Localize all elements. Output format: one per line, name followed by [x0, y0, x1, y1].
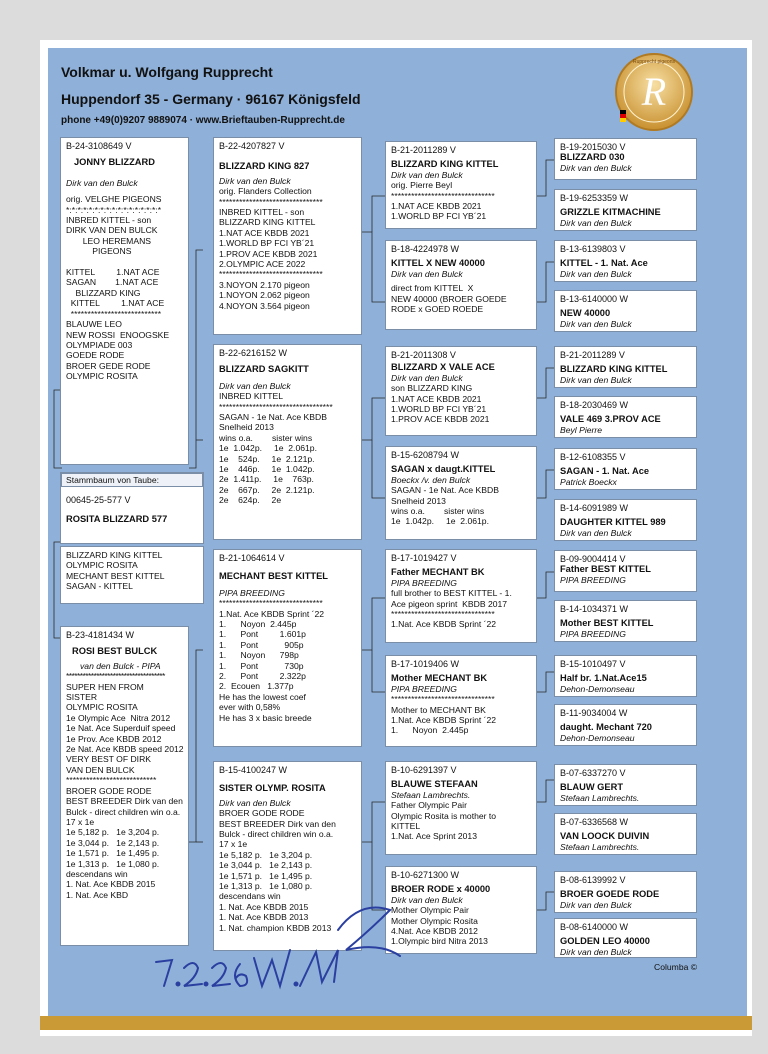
breeder-name-label: PIPA BREEDING [391, 577, 457, 588]
ring-number: B-22-4207827 V [219, 141, 285, 151]
gen4-card-8 [554, 499, 697, 541]
breeder-name-label: Dirk van den Bulck [560, 268, 632, 279]
pigeon-name: BLAUWE STEFAAN [391, 779, 478, 790]
ring-number: B-12-6108355 V [560, 452, 626, 462]
ring-number: B-15-4100247 W [219, 765, 288, 775]
pigeon-name: MECHANT BEST KITTEL [219, 571, 328, 582]
pigeon-name: Mother MECHANT BK [391, 673, 488, 684]
ring-number: B-07-6336568 W [560, 817, 629, 827]
pigeon-name: SAGAN - 1. Nat. Ace [560, 466, 650, 477]
pigeon-notes: Mother Olympic Pair Mother Olympic Rosita 4.Nat. Ace KBDB 2012 1.Olympic bird Nitra 2013 [391, 905, 488, 947]
pigeon-notes: full brother to BEST KITTEL - 1. Ace pigeon sprint KBDB 2017 ******************************* 1.Nat. Ace KBDB Sprint ´22 [391, 588, 512, 630]
ring-number: B-11-9034004 W [560, 708, 628, 718]
pigeon-name: BLIZZARD X VALE ACE [391, 362, 495, 373]
breeder-name-label: Dirk van den Bulck [391, 169, 463, 180]
ring-number: B-19-2015030 V [560, 142, 626, 152]
breeder-name-label: Dirk van den Bulck [219, 380, 291, 391]
ring-number: B-15-6208794 W [391, 450, 460, 460]
pigeon-name: BLIZZARD KING 827 [219, 161, 310, 172]
ring-number: B-17-1019406 W [391, 659, 460, 669]
granddam-paternal-card [213, 344, 362, 540]
ring-number: B-14-6091989 W [560, 503, 629, 513]
breeder-name-label: Dirk van den Bulck [560, 217, 632, 228]
breeder-name-label: Stefaan Lambrechts. [391, 789, 471, 800]
breeder-contact: phone +49(0)9207 9889074 · www.Brieftauben-Rupprecht.de [61, 115, 345, 126]
ring-number: B-23-4181434 W [66, 630, 135, 640]
breeder-name-label: PIPA BREEDING [219, 587, 285, 598]
breeder-name-label: Dirk van den Bulck [391, 894, 463, 905]
pigeon-name: SAGAN x daugt.KITTEL [391, 464, 496, 475]
gen3-card-1 [385, 141, 537, 229]
logo-text: Rupprecht pigeons [633, 59, 675, 65]
ring-number: B-13-6139803 V [560, 244, 626, 254]
pigeon-name: VALE 469 3.PROV ACE [560, 414, 661, 425]
ring-number: B-22-6216152 W [219, 348, 288, 358]
ring-number: B-18-4224978 W [391, 244, 460, 254]
pigeon-name: BLAUW GERT [560, 782, 624, 793]
breeder-name-label: Boeckx /v. den Bulck [391, 474, 471, 485]
ring-number: B-19-6253359 W [560, 193, 629, 203]
pigeon-notes: orig. Pierre Beyl ******************************* 1.NAT ACE KBDB 2021 1.WORLD BP FCI YB´21 [391, 180, 495, 222]
pigeon-notes: orig. VELGHE PIGEONS *:*:*:*:*:*:*:*:*:*:*:*:*:*:*:*:* INBRED KITTEL - son DIRK VAN DEN BULCK LEO HEREMANS PIGEONS KITTEL 1.NAT ACE SAGAN 1.NAT ACE BLIZZARD KING KITTEL 1.NAT ACE *************************** BLAUWE LEO NEW ROSSI ENOOGSKE OLYMPIADE 003 GOEDE RODE BROER GEDE RODE OLYMPIC ROSITA [66, 194, 170, 382]
ring-number: B-10-6271300 W [391, 870, 460, 880]
gen4-card-13 [554, 764, 697, 806]
ring-number: B-24-3108649 V [66, 141, 132, 151]
breeder-name-label: Patrick Boeckx [560, 476, 617, 487]
breeder-address: Huppendorf 35 - Germany · 96167 Königsfeld [61, 91, 361, 107]
gen4-card-3 [554, 240, 697, 282]
pigeon-notes: SUPER HEN FROM SISTER OLYMPIC ROSITA 1e Olympic Ace Nitra 2012 1e Nat. Ace Superduif speed 1e Prov. Ace KBDB 2012 2e Nat. Ace KBDB speed 2012 VERY BEST OF DIRK VAN DEN BULCK *************************** BROER GODE RODE BEST BREEDER Dirk van den Bulck - direct children win o.a. 17 x 1e 1e 5,182 p. 1e 3,204 p. 1e 3,044 p. 1e 2,143 p. 1e 1,571 p. 1e 1,495 p. 1e 1,313 p. 1e 1,080 p. descendans win 1. Nat. Ace KBDB 2015 1. Nat. Ace KBD [66, 681, 184, 900]
pigeon-notes: BROER GODE RODE BEST BREEDER Dirk van den Bulck - direct children win o.a. 17 x 1e 1e 5,182 p. 1e 3,204 p. 1e 3,044 p. 1e 2,143 p. 1e 1,571 p. 1e 1,495 p. 1e 1,313 p. 1e 1,080 p. descendans win 1. Nat. Ace KBDB 2015 1. Nat. Ace KBDB 2013 1. Nat. champion KBDB 2013 [219, 808, 336, 933]
breeder-name-label: Dirk van den Bulck [219, 797, 291, 808]
breeder-name-label: Dirk van den Bulck [560, 162, 632, 173]
pigeon-name: NEW 40000 [560, 308, 611, 319]
grandsire-maternal-card [213, 549, 362, 747]
ring-number: B-09-9004414 V [560, 554, 626, 564]
subject-summary [60, 546, 204, 604]
gen3-card-4 [385, 446, 537, 540]
ring-number: B-21-2011289 V [560, 350, 625, 360]
ring-number: B-18-2030469 W [560, 400, 629, 410]
ring-number: B-08-6139992 V [560, 875, 626, 885]
grandsire-paternal-card [213, 137, 362, 335]
gen4-card-9 [554, 550, 697, 592]
breeder-name: Volkmar u. Wolfgang Rupprecht [61, 64, 273, 80]
pigeon-name: GRIZZLE KITMACHINE [560, 207, 661, 218]
pigeon-name: BLIZZARD SAGKITT [219, 364, 309, 375]
gen4-card-1 [554, 138, 697, 180]
pigeon-name: BROER RODE x 40000 [391, 884, 491, 895]
sire-card [60, 137, 189, 465]
breeder-name-label: van den Bulck - PIPA [80, 660, 161, 671]
pigeon-name: Father BEST KITTEL [560, 564, 651, 575]
gen4-card-10 [554, 600, 697, 642]
pigeon-notes: INBRED KITTEL ********************************** SAGAN - 1e Nat. Ace KBDB Snelheid 2013 wins o.a. sister wins 1e 1.042p. 1e 2.061p. 1e 524p. 1e 2.121p. 1e 446p. 1e 1.042p. 2e 1.411p. 1e 763p. 2e 667p. 2e 2.121p. 2e 624p. 2e [219, 391, 333, 506]
columba-credit: Columba © [654, 962, 698, 972]
gen4-card-6 [554, 396, 697, 438]
breeder-name-label: Dirk van den Bulck [560, 527, 632, 538]
logo-letter: R [641, 69, 667, 114]
subject-card [60, 472, 204, 544]
pigeon-notes: Father Olympic Pair Olympic Rosita is mother to KITTEL 1.Nat. Ace Sprint 2013 [391, 800, 497, 842]
pigeon-notes: direct from KITTEL X NEW 40000 (BROER GOEDE RODE x GOED ROEDE [391, 283, 507, 315]
pigeon-name: ROSI BEST BULCK [72, 646, 158, 657]
subject-summary-text: BLIZZARD KING KITTEL OLYMPIC ROSITA MECHANT BEST KITTEL SAGAN - KITTEL [66, 550, 165, 592]
gen3-card-2 [385, 240, 537, 330]
breeder-name-label: PIPA BREEDING [560, 628, 626, 639]
gen4-card-12 [554, 704, 697, 746]
breeder-name-label: PIPA BREEDING [560, 574, 626, 585]
pigeon-name: BLIZZARD KING KITTEL [391, 159, 499, 170]
breeder-name-label: Dirk van den Bulck [66, 177, 138, 188]
pigeon-name: BLIZZARD 030 [560, 152, 625, 163]
pigeon-name: BROER GOEDE RODE [560, 889, 660, 900]
pigeon-notes: orig. Flanders Collection ******************************* INBRED KITTEL - son BLIZZARD KING KITTEL 1.NAT ACE KBDB 2021 1.WORLD BP FCI YB´21 1.PROV ACE KBDB 2021 2.OLYMPIC ACE 2022 ******************************* 3.NOYON 2.170 pigeon 1.NOYON 2.062 pigeon 4.NOYON 3.564 pigeon [219, 186, 323, 311]
ring-number: B-21-1064614 V [219, 553, 285, 563]
subject-ring: 00645-25-577 V [66, 495, 131, 506]
pigeon-name: daught. Mechant 720 [560, 722, 652, 733]
gen4-card-14 [554, 813, 697, 855]
pigeon-name: Father MECHANT BK [391, 567, 485, 578]
pigeon-name: VAN LOOCK DUIVIN [560, 831, 650, 842]
breeder-name-label: Beyl Pierre [560, 424, 603, 435]
gen4-card-2 [554, 189, 697, 231]
ring-number: B-17-1019427 V [391, 553, 457, 563]
gen3-card-3 [385, 346, 537, 436]
gen4-card-16 [554, 918, 697, 958]
breeder-name-label: Stefaan Lambrechts. [560, 841, 640, 852]
breeder-name-label: Dirk van den Bulck [560, 946, 632, 957]
pigeon-name: JONNY BLIZZARD [74, 157, 155, 168]
pigeon-notes: son BLIZZARD KING 1.NAT ACE KBDB 2021 1.WORLD BP FCI YB´21 1.PROV ACE KBDB 2021 [391, 383, 490, 425]
gen3-card-7 [385, 761, 537, 855]
pigeon-name: KITTEL - 1. Nat. Ace [560, 258, 648, 269]
ring-number: B-15-1010497 V [560, 659, 626, 669]
gen4-card-5 [554, 346, 697, 388]
ring-number: B-14-1034371 W [560, 604, 629, 614]
pigeon-name: BLIZZARD KING KITTEL [560, 364, 668, 375]
pigeon-name: GOLDEN LEO 40000 [560, 936, 650, 947]
gen4-card-4 [554, 290, 697, 332]
breeder-name-label: Dirk van den Bulck [219, 175, 291, 186]
ring-number: B-08-6140000 W [560, 922, 629, 932]
breeder-name-label: Dirk van den Bulck [560, 899, 632, 910]
handwritten-signature [150, 890, 410, 1000]
breeder-name-label: Dirk van den Bulck [391, 372, 463, 383]
ring-number: B-13-6140000 W [560, 294, 629, 304]
pigeon-name: Mother BEST KITTEL [560, 618, 654, 629]
ring-number: B-21-2011289 V [391, 145, 456, 155]
gen4-card-15 [554, 871, 697, 913]
subject-name: ROSITA BLIZZARD 577 [66, 513, 168, 524]
breeder-name-label: Dehon-Demonseau [560, 732, 635, 743]
breeder-name-label: Stefaan Lambrechts. [560, 792, 640, 803]
pigeon-notes: ******************************* 1.Nat. Ace KBDB Sprint ´22 1. Noyon 2.445p 1. Pont 1.601p 1. Pont 905p 1. Noyon 798p 1. Pont 730p 2. Pont 2.322p 2. Ecouen 1.377p He has the lowest coef ever with 0,58% He has 3 x basic breede [219, 598, 325, 723]
ring-number: B-21-2011308 V [391, 350, 456, 360]
pigeon-name: Half br. 1.Nat.Ace15 [560, 673, 647, 684]
pigeon-name: DAUGHTER KITTEL 989 [560, 517, 666, 528]
pigeon-notes: SAGAN - 1e Nat. Ace KBDB Snelheid 2013 wins o.a. sister wins 1e 1.042p. 1e 2.061p. [391, 485, 499, 527]
breeder-name-label: Dirk van den Bulck [560, 318, 632, 329]
breeder-name-label: Dirk van den Bulck [560, 374, 632, 385]
gen3-card-6 [385, 655, 537, 747]
pigeon-name: KITTEL X NEW 40000 [391, 258, 485, 269]
separator: ************************************ [66, 671, 165, 682]
pigeon-name: SISTER OLYMP. ROSITA [219, 783, 326, 794]
gen4-card-7 [554, 448, 697, 490]
ring-number: B-07-6337270 V [560, 768, 626, 778]
breeder-name-label: Dirk van den Bulck [391, 268, 463, 279]
breeder-name-label: PIPA BREEDING [391, 683, 457, 694]
pigeon-notes: ******************************* Mother to MECHANT BK 1.Nat. Ace KBDB Sprint ´22 1. Noyon 2.445p [391, 694, 497, 736]
subject-label: Stammbaum von Taube: [61, 473, 203, 487]
gen4-card-11 [554, 655, 697, 697]
breeder-name-label: Dehon-Demonseau [560, 683, 635, 694]
ring-number: B-10-6291397 V [391, 765, 457, 775]
gen3-card-5 [385, 549, 537, 643]
